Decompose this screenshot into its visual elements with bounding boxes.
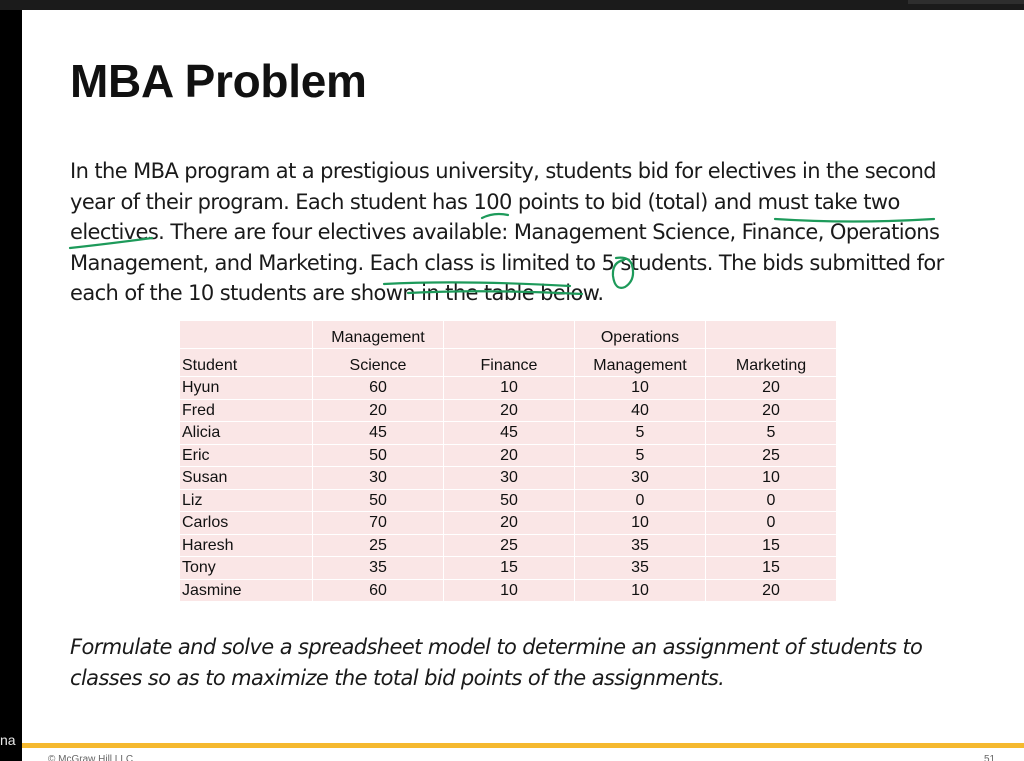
bid-cell: 0 <box>575 489 706 512</box>
table-header-row-2 <box>180 349 837 377</box>
bid-cell: 30 <box>313 467 444 490</box>
bid-cell: 20 <box>444 444 575 467</box>
bid-cell: 20 <box>444 399 575 422</box>
bid-cell: 5 <box>706 422 837 445</box>
window-top-bar <box>0 0 1024 10</box>
student-name-cell: Tony <box>180 557 313 580</box>
bid-cell: 35 <box>575 534 706 557</box>
bid-cell: 35 <box>575 557 706 580</box>
bid-cell: 30 <box>575 467 706 490</box>
student-name-cell: Carlos <box>180 512 313 535</box>
bid-cell: 10 <box>706 467 837 490</box>
table-row <box>180 467 837 490</box>
bid-cell: 15 <box>706 557 837 580</box>
bid-cell: 5 <box>575 422 706 445</box>
page-number: 51 <box>984 754 996 761</box>
table-row <box>180 534 837 557</box>
bid-cell: 10 <box>444 377 575 400</box>
bid-cell: 60 <box>313 579 444 602</box>
student-name-cell: Jasmine <box>180 579 313 602</box>
header-cell <box>180 321 313 349</box>
bid-cell: 25 <box>706 444 837 467</box>
header-cell: Marketing <box>706 349 837 377</box>
footer-bar <box>22 743 1024 748</box>
header-cell: Operations <box>575 321 706 349</box>
slide-title: MBA Problem <box>70 55 367 107</box>
header-cell: Student <box>180 349 313 377</box>
bid-cell: 10 <box>444 579 575 602</box>
bid-cell: 20 <box>444 512 575 535</box>
bid-cell: 45 <box>444 422 575 445</box>
student-name-cell: Fred <box>180 399 313 422</box>
header-cell: Science <box>313 349 444 377</box>
bid-cell: 20 <box>313 399 444 422</box>
header-cell <box>706 321 837 349</box>
bid-cell: 15 <box>706 534 837 557</box>
bid-cell: 45 <box>313 422 444 445</box>
bid-cell: 50 <box>313 489 444 512</box>
student-name-cell: Alicia <box>180 422 313 445</box>
bids-table <box>179 320 837 602</box>
bid-cell: 20 <box>706 399 837 422</box>
bid-cell: 50 <box>444 489 575 512</box>
bid-cell: 35 <box>313 557 444 580</box>
table-row <box>180 557 837 580</box>
table-row <box>180 377 837 400</box>
header-cell: Management <box>575 349 706 377</box>
bid-cell: 25 <box>444 534 575 557</box>
problem-intro: In the MBA program at a prestigious university, students bid for electives in the second year of their program. Each student has 100 points to bid (total) and must take two electives. There are four electives available: Management Science, Finance, Operations Management, and Marketing. Each class is limited to 5 students. The bids submitted for each of the 10 students are shown in the table below. <box>70 159 944 305</box>
bid-cell: 10 <box>575 512 706 535</box>
table-row <box>180 489 837 512</box>
task-statement: Formulate and solve a spreadsheet model to determine an assignment of students to classes so as to maximize the total bid points of the assignments. <box>70 635 923 690</box>
header-cell: Finance <box>444 349 575 377</box>
slide <box>22 10 1024 761</box>
left-edge-text: na <box>0 732 16 748</box>
table-body <box>180 377 837 602</box>
bid-cell: 10 <box>575 377 706 400</box>
bid-cell: 0 <box>706 512 837 535</box>
bid-cell: 20 <box>706 377 837 400</box>
header-cell <box>444 321 575 349</box>
student-name-cell: Susan <box>180 467 313 490</box>
window-top-bar-right <box>908 0 1024 4</box>
bid-cell: 25 <box>313 534 444 557</box>
bid-cell: 15 <box>444 557 575 580</box>
student-name-cell: Liz <box>180 489 313 512</box>
bid-cell: 60 <box>313 377 444 400</box>
student-name-cell: Eric <box>180 444 313 467</box>
bid-cell: 40 <box>575 399 706 422</box>
copyright: © McGraw Hill LLC <box>48 754 134 761</box>
table-header-row-1 <box>180 321 837 349</box>
student-name-cell: Hyun <box>180 377 313 400</box>
table-row <box>180 512 837 535</box>
bid-cell: 30 <box>444 467 575 490</box>
bid-cell: 50 <box>313 444 444 467</box>
student-name-cell: Haresh <box>180 534 313 557</box>
table-row <box>180 444 837 467</box>
table-row <box>180 399 837 422</box>
table-row <box>180 422 837 445</box>
bid-cell: 20 <box>706 579 837 602</box>
bid-cell: 5 <box>575 444 706 467</box>
header-cell: Management <box>313 321 444 349</box>
table-row <box>180 579 837 602</box>
bid-cell: 0 <box>706 489 837 512</box>
bid-cell: 10 <box>575 579 706 602</box>
bid-cell: 70 <box>313 512 444 535</box>
